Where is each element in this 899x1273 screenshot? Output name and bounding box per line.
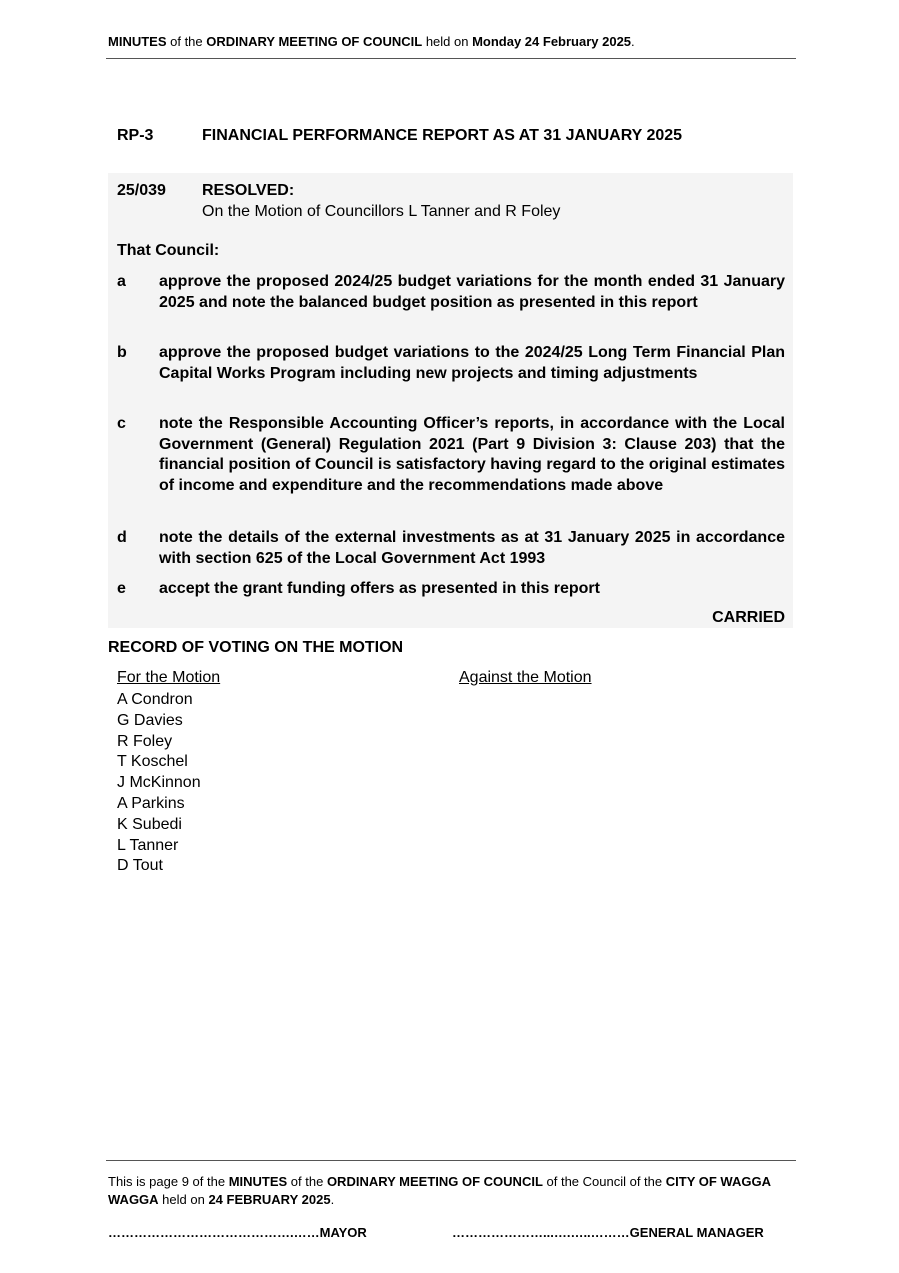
clause-text: note the Responsible Accounting Officer’s reports, in accordance with the Local Government (General) Regulation 2021 (Part 9 Division 3: Clause 203) that the financial position of Council is satisfactory having regard to the original estimates of income and expenditure and the recommendations made above — [159, 415, 785, 495]
clause-letter: b — [117, 344, 127, 361]
item-title-text: FINANCIAL PERFORMANCE REPORT AS AT 31 JANUARY 2025 — [202, 127, 683, 144]
clause-letter: c — [117, 415, 126, 432]
page-footer — [108, 1173, 798, 1209]
item-code: RP-3 — [117, 127, 154, 144]
header-text: held on — [422, 34, 473, 49]
footer-date: 24 FEBRUARY 2025 — [208, 1192, 331, 1207]
voter-name: L Tanner — [117, 836, 179, 854]
footer-council-name: CITY OF WAGGA WAGGA — [108, 1174, 771, 1207]
item-title — [117, 127, 682, 145]
footer-meeting-type: ORDINARY MEETING OF COUNCIL — [326, 1174, 543, 1189]
against-motion-heading: Against the Motion — [459, 669, 592, 686]
voter-name: K Subedi — [117, 815, 182, 833]
resolution-number: 25/039 — [117, 182, 166, 199]
resolution-status: CARRIED — [712, 609, 785, 626]
clause-text: approve the proposed budget variations to the 2024/25 Long Term Financial Plan Capital Works Program including new projects and timing adjustments — [159, 344, 785, 382]
footer-text: of the Council of the — [542, 1174, 666, 1189]
voter-name: D Tout — [117, 857, 163, 875]
footer-minutes: MINUTES — [228, 1174, 288, 1189]
header-minutes: MINUTES — [108, 34, 167, 49]
clause-text: approve the proposed 2024/25 budget variations for the month ended 31 January 2025 and note the balanced budget position as presented in this report — [159, 273, 785, 311]
mayor-signature-line: …………………………………….……MAYOR — [108, 1225, 367, 1240]
header-text: . — [631, 34, 635, 49]
resolution-clause — [117, 272, 785, 313]
resolution-heading: RESOLVED: — [202, 182, 295, 199]
clause-letter: d — [117, 529, 127, 546]
header-meeting-type: ORDINARY MEETING OF COUNCIL — [206, 34, 423, 49]
voter-name: R Foley — [117, 732, 173, 750]
footer-divider — [106, 1160, 796, 1161]
clause-letter: a — [117, 273, 126, 290]
resolution-clause — [117, 343, 785, 384]
voter-name: A Parkins — [117, 794, 185, 812]
clause-letter: e — [117, 580, 126, 597]
resolution-clause — [117, 414, 785, 497]
footer-text: of the — [287, 1174, 327, 1189]
resolution-clause — [117, 579, 785, 600]
voter-name: G Davies — [117, 711, 183, 729]
clause-text: note the details of the external investments as at 31 January 2025 in accordance with section 625 of the Local Government Act 1993 — [159, 529, 785, 567]
footer-text: held on — [158, 1192, 209, 1207]
clause-text: accept the grant funding offers as presented in this report — [159, 580, 600, 597]
header-text: of the — [166, 34, 207, 49]
resolution-intro: That Council: — [117, 242, 220, 259]
resolution-mover: On the Motion of Councillors L Tanner and R Foley — [202, 203, 561, 220]
footer-text: . — [330, 1192, 335, 1207]
resolution-clause — [117, 528, 785, 569]
page-header — [108, 34, 635, 49]
voter-name: T Koschel — [117, 753, 188, 771]
header-date: Monday 24 February 2025 — [472, 34, 632, 49]
voter-name: J McKinnon — [117, 774, 201, 792]
for-motion-heading: For the Motion — [117, 669, 221, 686]
footer-text: This is page 9 of the — [108, 1174, 229, 1189]
general-manager-signature-line: …………………...….…..………GENERAL MANAGER — [452, 1225, 764, 1240]
voter-name: A Condron — [117, 691, 193, 708]
voting-heading: RECORD OF VOTING ON THE MOTION — [108, 639, 404, 656]
for-motion-list — [117, 690, 201, 877]
header-divider — [106, 58, 796, 59]
